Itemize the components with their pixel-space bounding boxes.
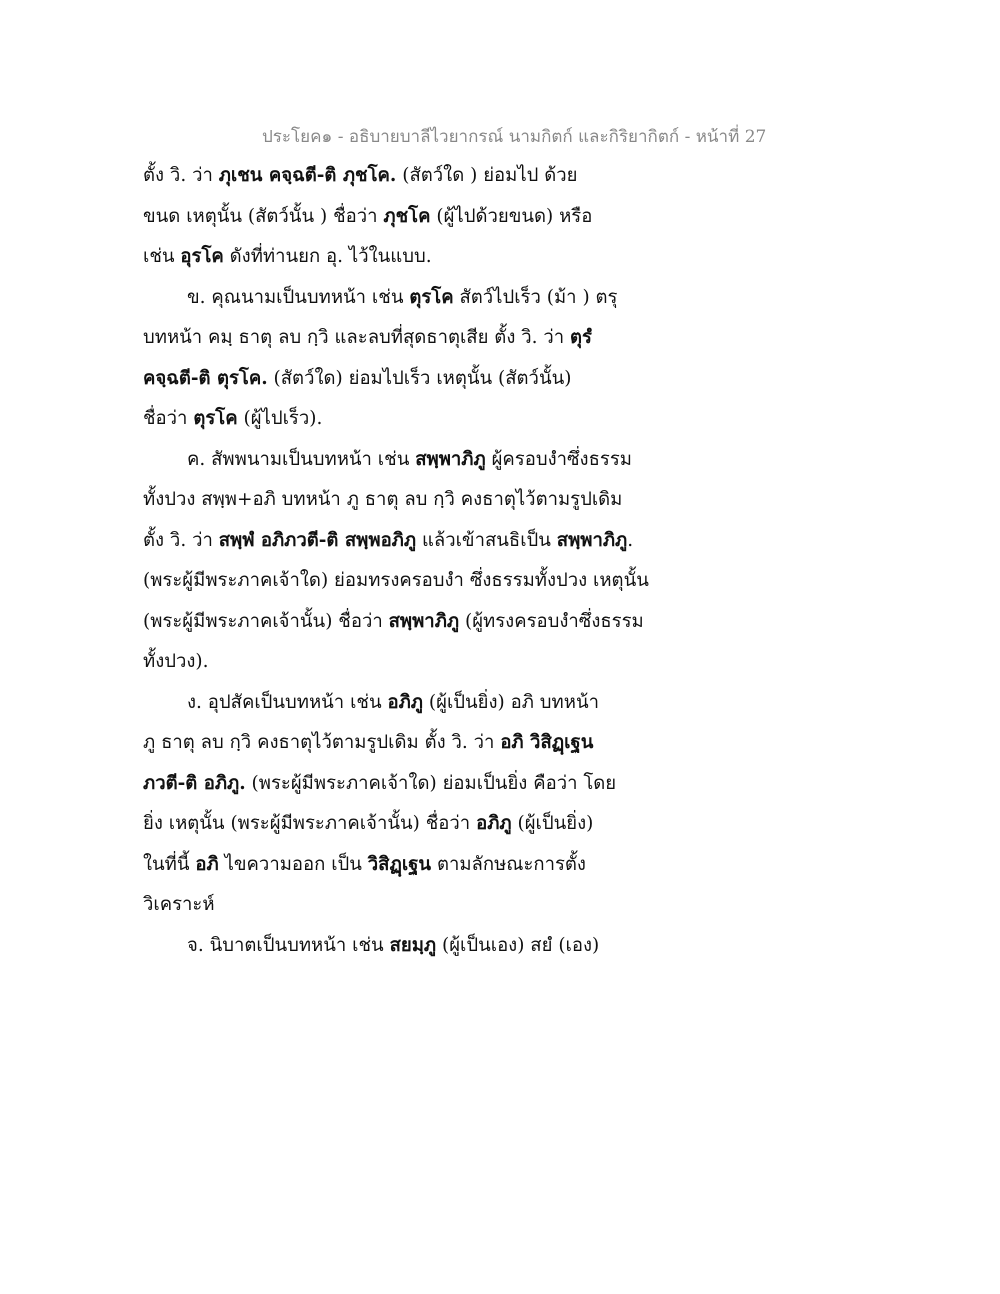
text-segment: วิเคราะห์	[143, 894, 215, 915]
text-segment: ข. คุณนามเป็นบทหน้า เช่น	[187, 286, 410, 308]
text-segment: (ผู้เป็นเอง) สยํ (เอง)	[436, 934, 600, 956]
text-segment: จ. นิบาตเป็นบทหน้า เช่น	[187, 934, 390, 956]
text-line	[143, 683, 703, 724]
pali-term: อภิภู	[387, 691, 423, 713]
text-line	[143, 197, 703, 238]
text-segment: .	[627, 529, 634, 551]
pali-term: ตุรโค	[409, 286, 454, 308]
pali-term: สพฺพาภิภู	[556, 529, 628, 551]
text-line	[143, 480, 703, 521]
text-segment: (สัตว์ใด ) ย่อมไป ด้วย	[396, 165, 578, 186]
pali-term: วิสิฏฺเฐน	[367, 853, 432, 875]
text-line	[143, 926, 703, 967]
text-line	[143, 278, 703, 319]
text-segment: (ผู้เป็นยิ่ง)	[511, 813, 594, 834]
pali-term: อภิ วิสิฏฺเฐน	[500, 732, 594, 753]
text-line	[143, 440, 703, 481]
text-line	[143, 561, 703, 602]
text-line	[143, 723, 703, 764]
text-segment: ยิ่ง เหตุนั้น (พระผู้มีพระภาคเจ้านั้น) ชื่อว่า	[143, 813, 477, 834]
text-segment: สัตว์ไปเร็ว (ม้า ) ตรุ	[453, 286, 618, 308]
pali-term: สยมฺภู	[389, 934, 437, 956]
text-segment: ขนด เหตุนั้น (สัตว์นั้น ) ชื่อว่า	[143, 205, 384, 227]
text-segment: (พระผู้มีพระภาคเจ้าใด) ย่อมทรงครอบงำ ซึ่งธรรมทั้งปวง เหตุนั้น	[143, 570, 649, 591]
text-line	[143, 156, 703, 197]
text-line	[143, 602, 703, 643]
text-segment: ไขความออก เป็น	[218, 853, 368, 875]
pali-term: สพฺพาภิภู	[415, 448, 486, 470]
text-line	[143, 885, 703, 926]
text-segment: ผู้ครอบงำซึ่งธรรม	[485, 448, 632, 470]
text-segment: ทั้งปวง สพฺพ+อภิ บทหน้า ภู ธาตุ ลบ กฺวิ คงธาตุไว้ตามรูปเดิม	[143, 489, 623, 510]
pali-term: คจฺฉตี-ติ ตุรโค.	[143, 367, 268, 389]
text-segment: (ผู้ไปด้วยขนด) หรือ	[430, 205, 593, 227]
text-line	[143, 399, 703, 440]
pali-term: สพฺพํ อภิภวตี-ติ สพฺพอภิภู	[218, 529, 417, 551]
text-line	[143, 804, 703, 845]
text-segment: ตั้ง วิ. ว่า	[143, 165, 219, 186]
text-segment: (ผู้ไปเร็ว).	[237, 408, 323, 429]
pali-term: อภิ	[195, 853, 219, 875]
text-segment: (ผู้ทรงครอบงำซึ่งธรรม	[459, 610, 644, 632]
body-text	[143, 156, 703, 966]
text-segment: (พระผู้มีพระภาคเจ้าใด) ย่อมเป็นยิ่ง คือว่า โดย	[245, 772, 617, 794]
text-line	[143, 521, 703, 562]
text-line	[143, 845, 703, 886]
text-segment: ดังที่ท่านยก อุ. ไว้ในแบบ.	[223, 246, 432, 267]
text-segment: ง. อุปสัคเป็นบทหน้า เช่น	[187, 691, 388, 713]
text-segment: (ผู้เป็นยิ่ง) อภิ บทหน้า	[423, 691, 599, 713]
text-segment: ทั้งปวง).	[143, 651, 209, 672]
text-segment: ในที่นี้	[143, 853, 196, 875]
text-line	[143, 318, 703, 359]
pali-term: ภุเชน คจฺฉตี-ติ ภุชโค.	[218, 165, 397, 186]
pali-term: ตุรโค	[193, 408, 238, 429]
text-line	[143, 359, 703, 400]
pali-term: อุรโค	[180, 246, 224, 267]
text-line	[143, 764, 703, 805]
text-segment: บทหน้า คมฺ ธาตุ ลบ กฺวิ และลบที่สุดธาตุเสีย ตั้ง วิ. ว่า	[143, 327, 571, 348]
text-segment: (สัตว์ใด) ย่อมไปเร็ว เหตุนั้น (สัตว์นั้น)	[267, 367, 572, 389]
pali-term: ภวตี-ติ อภิภู.	[143, 772, 246, 794]
text-segment: ตามลักษณะการตั้ง	[431, 853, 586, 875]
pali-term: ตุรํ	[570, 327, 592, 348]
text-segment: เช่น	[143, 246, 181, 267]
text-line	[143, 642, 703, 683]
page-header: ประโยค๑ - อธิบายบาลีไวยากรณ์ นามกิตก์ และกิริยากิตก์ - หน้าที่ 27	[262, 127, 767, 147]
text-segment: ภู ธาตุ ลบ กฺวิ คงธาตุไว้ตามรูปเดิม ตั้ง วิ. ว่า	[143, 732, 501, 753]
pali-term: สพฺพาภิภู	[388, 610, 460, 632]
pali-term: อภิภู	[476, 813, 512, 834]
text-segment: ค. สัพพนามเป็นบทหน้า เช่น	[187, 448, 416, 470]
text-segment: แล้วเข้าสนธิเป็น	[416, 529, 557, 551]
pali-term: ภุชโค	[383, 205, 431, 227]
text-segment: (พระผู้มีพระภาคเจ้านั้น) ชื่อว่า	[143, 610, 389, 632]
text-segment: ชื่อว่า	[143, 408, 194, 429]
text-segment: ตั้ง วิ. ว่า	[143, 529, 219, 551]
text-line	[143, 237, 703, 278]
